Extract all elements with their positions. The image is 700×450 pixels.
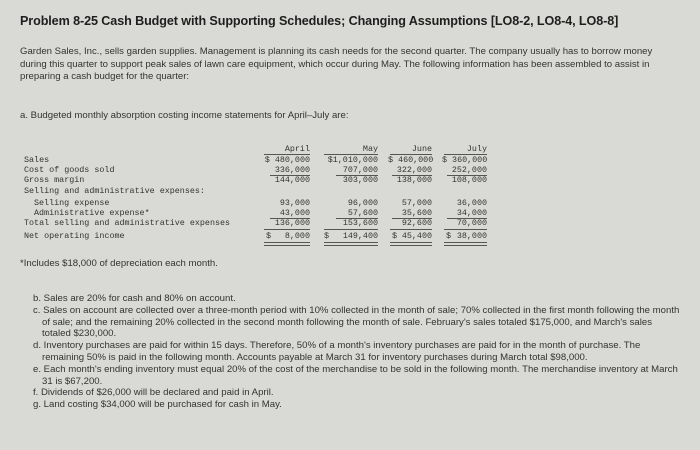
- cell-gm-june: 138,000: [396, 175, 432, 185]
- cell-admin-june: 35,600: [401, 208, 432, 218]
- col-header-july: July: [466, 144, 487, 154]
- col-header-april: April: [284, 144, 310, 154]
- row-label-admin: Administrative expense*: [34, 208, 150, 218]
- cell-noi-july: 38,000: [456, 231, 487, 241]
- cell-noi-june: 45,400: [401, 231, 432, 241]
- cell-sales-april: $ 480,000: [264, 155, 310, 165]
- cell-sales-july: $ 360,000: [442, 155, 488, 165]
- cell-gm-may: 303,000: [342, 175, 378, 185]
- problem-title: Problem 8-25 Cash Budget with Supporting Schedules; Changing Assumptions [LO8-2, LO8-4, LO8-8]: [20, 14, 619, 28]
- cell-sell-may: 96,000: [347, 198, 378, 208]
- row-label-selling: Selling expense: [34, 198, 110, 208]
- cell-noi-may: 149,400: [342, 231, 378, 241]
- cell-cogs-may: 707,000: [342, 165, 378, 175]
- dollar-sign: $: [324, 231, 330, 241]
- cell-admin-july: 34,000: [456, 208, 487, 218]
- double-underline: [264, 242, 310, 246]
- cell-tsa-may: 153,600: [342, 218, 378, 228]
- cell-sales-june: $ 460,000: [388, 155, 434, 165]
- cell-underline: [444, 229, 487, 230]
- dollar-sign: $: [392, 231, 398, 241]
- row-label-cogs: Cost of goods sold: [24, 165, 115, 175]
- cell-gm-april: 144,000: [274, 175, 310, 185]
- part-a-label: a. Budgeted monthly absorption costing income statements for April–July are:: [20, 110, 349, 121]
- dollar-sign: $: [266, 231, 272, 241]
- row-label-sales: Sales: [24, 155, 50, 165]
- dollar-sign: $: [446, 231, 452, 241]
- row-label-gross-margin: Gross margin: [24, 175, 85, 185]
- cell-tsa-july: 70,000: [456, 218, 487, 228]
- cell-gm-july: 108,000: [451, 175, 487, 185]
- cell-cogs-april: 336,000: [274, 165, 310, 175]
- double-underline: [444, 242, 487, 246]
- cell-sell-june: 57,000: [401, 198, 432, 208]
- list-item-g: g. Land costing $34,000 will be purchased for cash in May.: [33, 399, 282, 411]
- list-item-e: e. Each month's ending inventory must equal 20% of the cost of the merchandise to be sold in the following month. The merchandise inventory at March 31 is $67,200.: [33, 363, 678, 387]
- list-item-c: c. Sales on account are collected over a three-month period with 10% collected in the month of sale; 70% collected in the first month following the month of sale; and the remaining 20% collected in the second month following the month of sale. February's sales totaled $175,000, and March's sales totaled $230,000.: [33, 304, 680, 340]
- row-label-noi: Net operating income: [24, 231, 125, 241]
- intro-paragraph: Garden Sales, Inc., sells garden supplies. Management is planning its cash needs for the second quarter. The company usually has to borrow money during this quarter to support peak sales of lawn care equipment, which occur during May. The following information has been assembled to assist in preparing a cash budget for the quarter:: [20, 46, 653, 83]
- cell-tsa-april: 136,000: [274, 218, 310, 228]
- col-header-may: May: [362, 144, 378, 154]
- row-label-total-sa: Total selling and administrative expenses: [24, 218, 231, 228]
- cell-sell-april: 93,000: [279, 198, 310, 208]
- cell-cogs-july: 252,000: [451, 165, 487, 175]
- cell-underline: [324, 229, 378, 230]
- cell-noi-april: 8,000: [284, 231, 310, 241]
- list-item-d: d. Inventory purchases are paid for within 15 days. Therefore, 50% of a month's inventory purchases are paid for in the month of purchase. The remaining 50% is paid in the following month. Accounts payable at March 31 for inventory purchases during March total $98,000.: [33, 340, 641, 363]
- cell-cogs-june: 322,000: [396, 165, 432, 175]
- list-item-f: f. Dividends of $26,000 will be declared and paid in April.: [33, 387, 274, 399]
- assumption-list: [20, 293, 680, 411]
- depreciation-footnote: *Includes $18,000 of depreciation each month.: [20, 258, 218, 269]
- list-item-b: b. Sales are 20% for cash and 80% on account.: [33, 293, 236, 304]
- row-label-sa-heading: Selling and administrative expenses:: [24, 186, 205, 196]
- cell-underline: [390, 229, 432, 230]
- cell-sell-july: 36,000: [456, 198, 487, 208]
- cell-admin-april: 43,000: [279, 208, 310, 218]
- cell-admin-may: 57,600: [347, 208, 378, 218]
- cell-sales-may: $1,010,000: [327, 155, 378, 165]
- cell-tsa-june: 92,600: [401, 218, 432, 228]
- cell-underline: [264, 229, 310, 230]
- double-underline: [390, 242, 432, 246]
- double-underline: [324, 242, 378, 246]
- col-header-june: June: [411, 144, 432, 154]
